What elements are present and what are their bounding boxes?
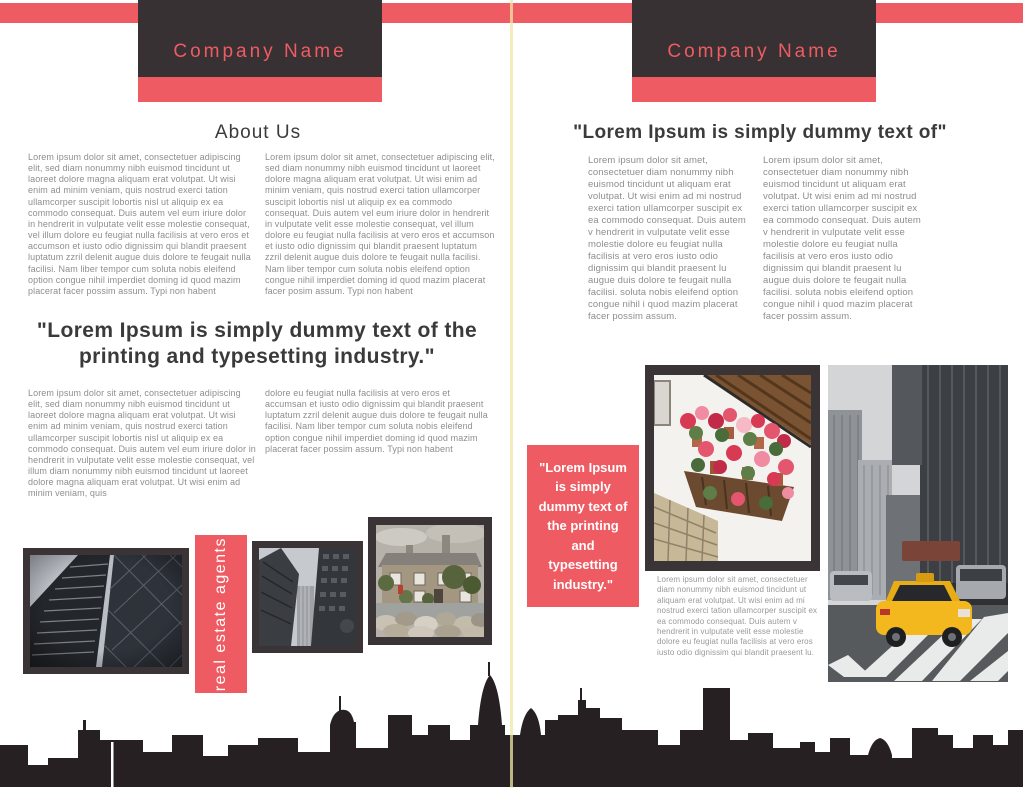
quote-box-text: "Lorem Ipsum is simply dummy text of the printing and typesetting industry." (538, 459, 628, 592)
right-body-column-1: Lorem ipsum dolor sit amet, consectetuer diam nonummy nibh euismod tincidunt ut aliquam erat volutpat. Ut wisi enim ad mi nostrud exerci tation ullamcorper suscipit ex ea commodo consequat. Duis autem v hendrerit in vulputate velit esse molestie dolore eu feugiat nulla facilisis at vero eros iusto odio dignissim qui blandit praesent lu augue duis dolore te feugait nulla facilisi. soluta nobis eleifend option congue nihil i quod mazim placerat facer possim assum. (588, 155, 746, 322)
left-body-column-4: dolore eu feugiat nulla facilisis at vero eros et accumsan et iusto odio dignissim qui blandit praesent luptatum zzril delenit augue duis dolore te feugait nulla facilisi. Nam liber tempor cum soluta nobis eleifend option congue nihil imperdiet doming id quod mazim placerat facer possim assum. Typi non habent (265, 388, 488, 454)
right-body-column-2: Lorem ipsum dolor sit amet, consectetuer diam nonummy nibh euismod tincidunt ut aliquam erat volutpat. Ut wisi enim ad mi nostrud exerci tation ullamcorper suscipit ex ea commodo consequat. Duis autem v hendrerit in vulputate velit esse molestie dolore eu feugiat nulla facilisis at vero eros iusto odio dignissim qui blandit praesent lu augue duis dolore te feugait nulla facilisi. soluta nobis eleifend option congue nihil i quod mazim placerat facer possim assum. (763, 155, 921, 322)
company-name-box-left (138, 0, 382, 77)
left-body-column-3: Lorem ipsum dolor sit amet, consectetuer adipiscing elit, sed diam nonummy nibh euismod tincidunt ut laoreet dolore magna aliquam erat volutpat. Ut wisi enim ad minim veniam, quis nostrud exerci tation ullamcorper suscipit lobortis nisl ut aliquip ex ea commodo consequat. Duis autem vel eum iriure dolor in hendrerit in vulputate velit esse molestie consequat, vel illum diam nonummy nibh euismod tincidunt ut laoreet dolore magna aliquam erat volutpat. Ut wisi enim ad minim veniam, quis (28, 388, 256, 499)
real-estate-agents-banner-label: real estate agents (212, 536, 229, 692)
flower-balcony-photo (645, 365, 820, 571)
left-body-column-1: Lorem ipsum dolor sit amet, consectetuer adipiscing elit, sed diam nonummy nibh euismod tincidunt ut laoreet dolore magna aliquam erat volutpat. Ut wisi enim ad minim veniam, quis nostrud exerci tation ullamcorper suscipit lobortis nisl ut aliquip ex ea commodo consequat. Duis autem vel eum iriure dolor in hendrerit in vulputate velit esse molestie consequat, vel illum dolore eu feugiat nulla facilisis at vero eros et accumson et iusto odio dignissim qui blandit praesent luptatum zzril delenit augue duis dolore te feugait nulla facilisi. Nam liber tempor cum soluta nobis eleifend option congue nihil imperdiet doming id quod mazim placerat facer possim assum. Typi non habent (28, 152, 251, 296)
photo-caption: Lorem ipsum dolor sit amet, consectetuer diam nonummy nibh euismod tincidunt ut aliquam erat volutpat. Ut wisi enim ad mi nostrud exerci tation ullamcorper suscipit ex ea commodo consequat. Duis autem v hendrerit in vulputate velit esse molestie dolore eu feugiat nulla facilisis at vero eros iusto odio dignissim qui blandit praesent lu. (657, 575, 818, 657)
company-name-right: Company Name (667, 41, 841, 62)
left-page-headline: "Lorem Ipsum is simply dummy text of the printing and typesetting industry." (36, 319, 478, 369)
about-us-heading: About Us (214, 122, 302, 143)
company-strip-right (632, 77, 876, 102)
center-fold-line (510, 0, 513, 788)
stone-cottage-photo (368, 517, 492, 645)
right-page-headline: "Lorem Ipsum is simply dummy text of" (573, 122, 947, 143)
company-strip-left (138, 77, 382, 102)
left-body-column-2: Lorem ipsum dolor sit amet, consectetuer adipiscing elit, sed diam nonummy nibh euismod tincidunt ut laoreet dolore magna aliquam erat volutpat. Ut wisi enim ad minim veniam, quis nostrud exerci tation ullamcorper suscipit lobortis nisl ut aliquip ex ea commodo consequat. Duis autem vel eum iriure dolor in hendrerit in vulputate velit esse molestie consequat, vel illum dolore eu feugiat nulla facilisis at vero eros et accumson et iusto odio dignissim qui blandit praesent luptatum zzril delenit augue duis dolore te feugait nulla facilisi. Nam liber tempor cum soluta nobis eleifend option congue nihil imperdiet doming id quod mazim placerat facer posim assum. Typi non habent (265, 152, 495, 296)
company-name-left: Company Name (173, 41, 347, 62)
quote-box (527, 445, 639, 607)
company-name-box-right (632, 0, 876, 77)
